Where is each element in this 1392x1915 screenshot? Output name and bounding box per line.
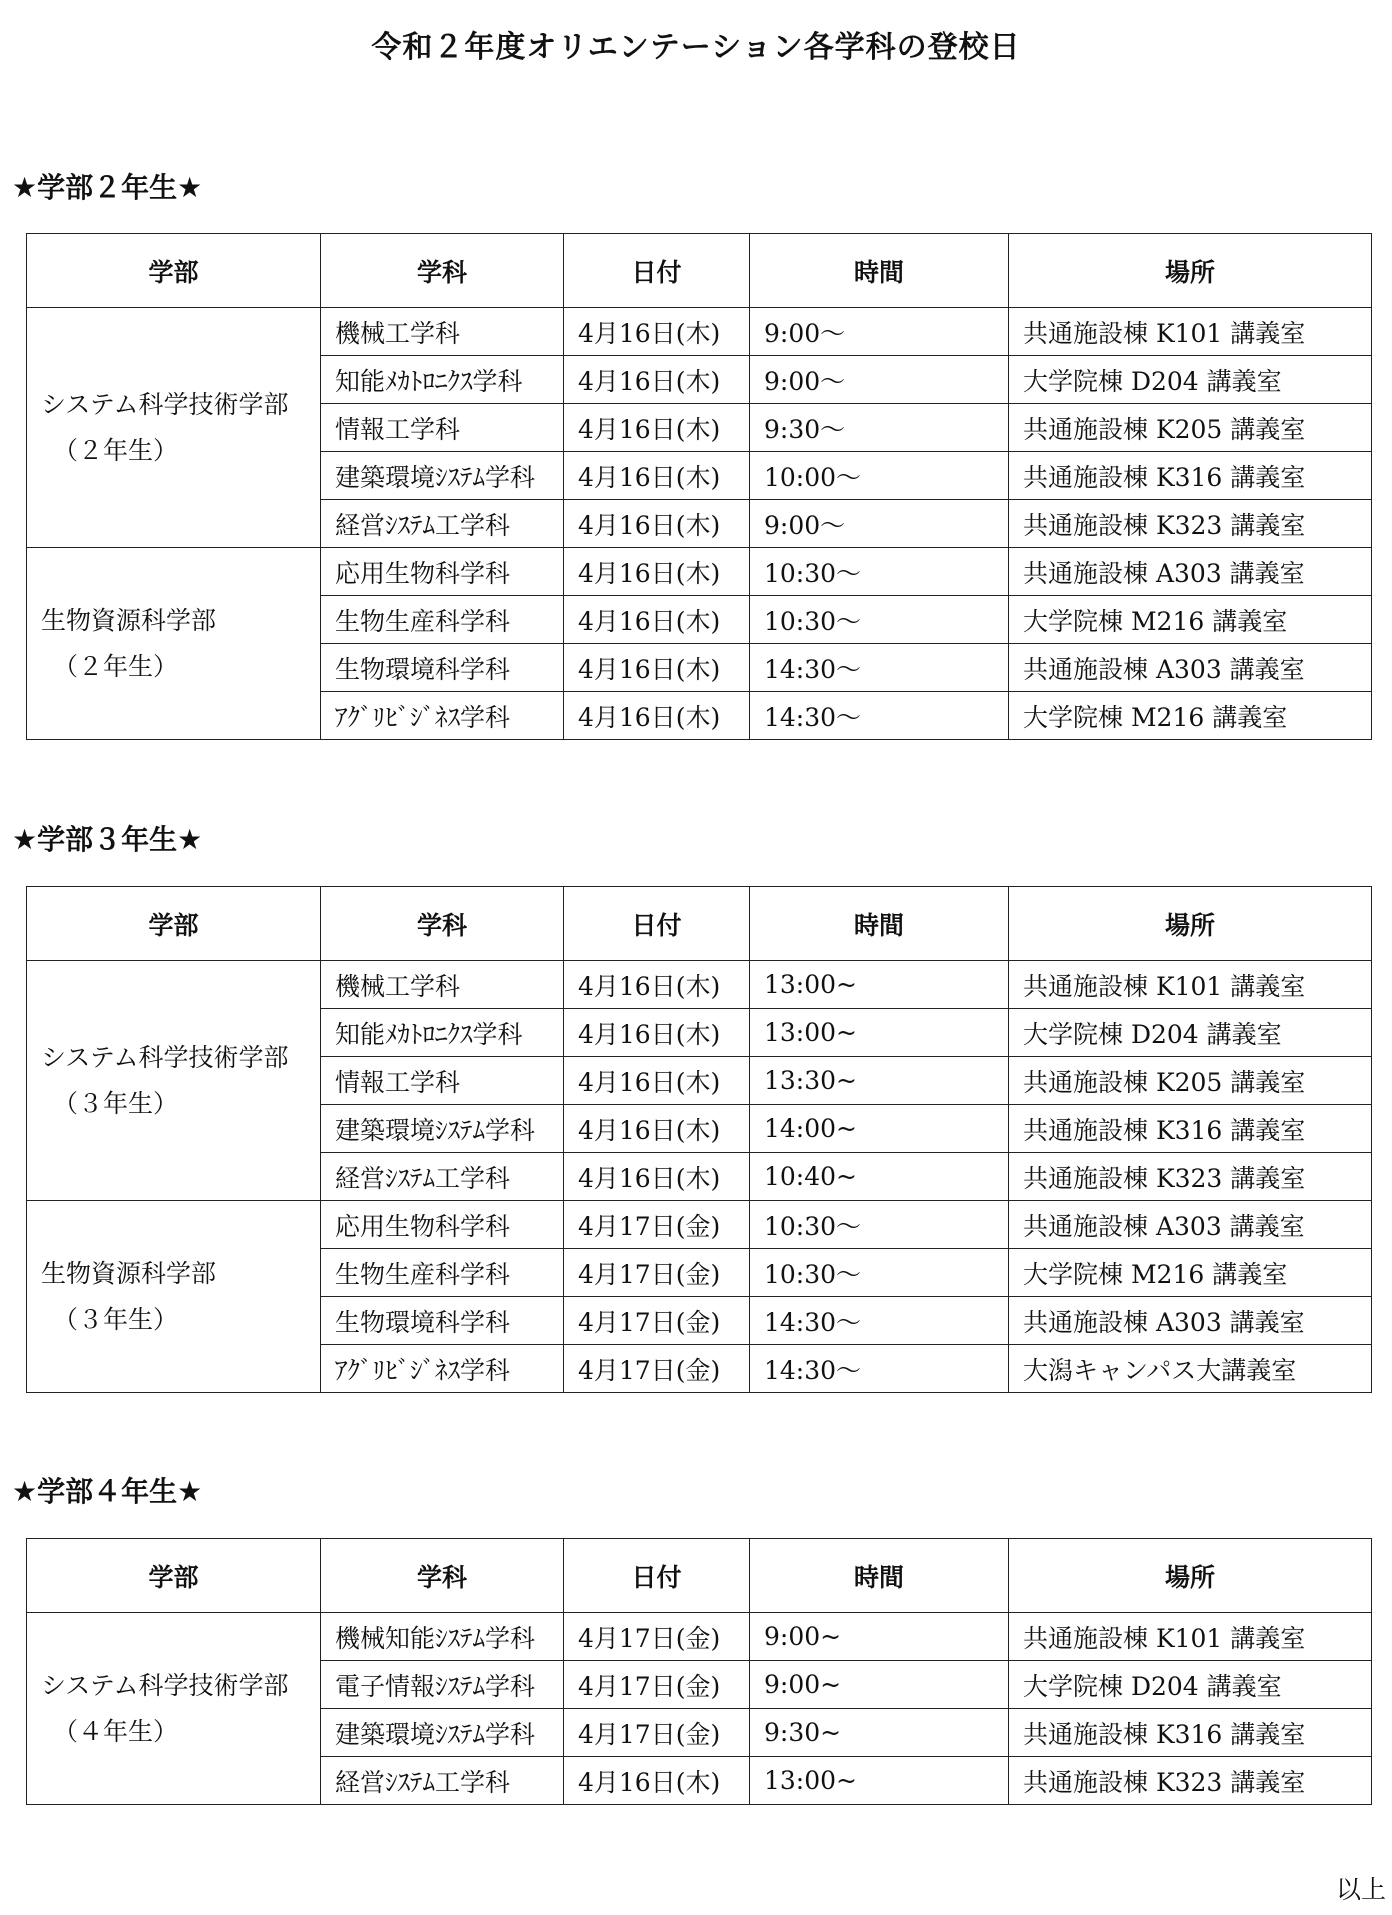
- faculty-grade: （４年生）: [53, 1716, 179, 1746]
- faculty-grade: （３年生）: [53, 1304, 179, 1334]
- date-cell: 4月17日(金): [564, 1709, 750, 1757]
- place-cell: 共通施設棟 K205 講義室: [1009, 1057, 1372, 1105]
- faculty-cell: [27, 1613, 321, 1805]
- time-cell: 13:00~: [750, 961, 1009, 1009]
- department-cell: ｱｸﾞﾘﾋﾞｼﾞﾈｽ学科: [321, 692, 564, 740]
- header-time: 時間: [750, 234, 1009, 308]
- date-cell: 4月16日(木): [564, 452, 750, 500]
- date-cell: 4月16日(木): [564, 1153, 750, 1201]
- department-cell: 機械工学科: [321, 308, 564, 356]
- faculty-name: 生物資源科学部: [41, 605, 217, 635]
- time-cell: 10:40~: [750, 1153, 1009, 1201]
- date-cell: 4月17日(金): [564, 1661, 750, 1709]
- date-cell: 4月16日(木): [564, 548, 750, 596]
- time-cell: 10:30～: [750, 596, 1009, 644]
- date-cell: 4月16日(木): [564, 404, 750, 452]
- department-cell: 情報工学科: [321, 1057, 564, 1105]
- date-cell: 4月17日(金): [564, 1249, 750, 1297]
- document-title: 令和２年度オリエンテーション各学科の登校日: [371, 30, 1021, 65]
- date-cell: 4月16日(木): [564, 1105, 750, 1153]
- closing-remark: 以上: [1335, 1875, 1386, 1904]
- date-cell: 4月16日(木): [564, 308, 750, 356]
- department-cell: 経営ｼｽﾃﾑ工学科: [321, 1153, 564, 1201]
- header-department: 学科: [321, 234, 564, 308]
- department-cell: 知能ﾒｶﾄﾛﾆｸｽ学科: [321, 1009, 564, 1057]
- place-cell: 共通施設棟 K323 講義室: [1009, 1757, 1372, 1805]
- schedule-table-year3: [26, 886, 1372, 1393]
- department-cell: 経営ｼｽﾃﾑ工学科: [321, 500, 564, 548]
- faculty-cell: [27, 961, 321, 1201]
- department-cell: 機械工学科: [321, 961, 564, 1009]
- department-cell: 建築環境ｼｽﾃﾑ学科: [321, 1709, 564, 1757]
- table-row: [27, 1201, 1372, 1249]
- faculty-cell: [27, 1201, 321, 1393]
- header-department: 学科: [321, 1539, 564, 1613]
- date-cell: 4月17日(金): [564, 1613, 750, 1661]
- time-cell: 13:30~: [750, 1057, 1009, 1105]
- time-cell: 14:00~: [750, 1105, 1009, 1153]
- table-body: [27, 308, 1372, 740]
- time-cell: 9:00～: [750, 356, 1009, 404]
- place-cell: 共通施設棟 K316 講義室: [1009, 1105, 1372, 1153]
- faculty-grade: （２年生）: [53, 435, 179, 465]
- faculty-cell: [27, 308, 321, 548]
- time-cell: 14:30～: [750, 1297, 1009, 1345]
- section-heading-year2: ★学部２年生★: [12, 171, 203, 204]
- place-cell: 共通施設棟 K323 講義室: [1009, 1153, 1372, 1201]
- place-cell: 共通施設棟 K323 講義室: [1009, 500, 1372, 548]
- department-cell: 機械知能ｼｽﾃﾑ学科: [321, 1613, 564, 1661]
- section-heading-year4: ★学部４年生★: [12, 1475, 203, 1508]
- department-cell: 生物生産科学科: [321, 596, 564, 644]
- place-cell: 共通施設棟 K316 講義室: [1009, 452, 1372, 500]
- time-cell: 10:30～: [750, 1249, 1009, 1297]
- date-cell: 4月16日(木): [564, 692, 750, 740]
- department-cell: ｱｸﾞﾘﾋﾞｼﾞﾈｽ学科: [321, 1345, 564, 1393]
- faculty-grade: （３年生）: [53, 1088, 179, 1118]
- table-row: [27, 548, 1372, 596]
- header-place: 場所: [1009, 887, 1372, 961]
- schedule-table-year4: [26, 1538, 1372, 1805]
- date-cell: 4月16日(木): [564, 500, 750, 548]
- time-cell: 9:00～: [750, 500, 1009, 548]
- place-cell: 大学院棟 M216 講義室: [1009, 1249, 1372, 1297]
- department-cell: 生物環境科学科: [321, 1297, 564, 1345]
- header-place: 場所: [1009, 234, 1372, 308]
- department-cell: 知能ﾒｶﾄﾛﾆｸｽ学科: [321, 356, 564, 404]
- department-cell: 生物生産科学科: [321, 1249, 564, 1297]
- place-cell: 大学院棟 M216 講義室: [1009, 596, 1372, 644]
- table-row: [27, 1613, 1372, 1661]
- date-cell: 4月17日(金): [564, 1345, 750, 1393]
- faculty-name: システム科学技術学部: [41, 1042, 289, 1072]
- time-cell: 13:00~: [750, 1009, 1009, 1057]
- time-cell: 9:00～: [750, 308, 1009, 356]
- date-cell: 4月16日(木): [564, 1757, 750, 1805]
- place-cell: 共通施設棟 K316 講義室: [1009, 1709, 1372, 1757]
- header-faculty: 学部: [27, 1539, 321, 1613]
- header-date: 日付: [564, 887, 750, 961]
- faculty-grade: （２年生）: [53, 651, 179, 681]
- time-cell: 10:30～: [750, 548, 1009, 596]
- time-cell: 14:30～: [750, 692, 1009, 740]
- time-cell: 13:00~: [750, 1757, 1009, 1805]
- table-body: [27, 1613, 1372, 1805]
- date-cell: 4月16日(木): [564, 1057, 750, 1105]
- faculty-name: システム科学技術学部: [41, 389, 289, 419]
- faculty-cell: [27, 548, 321, 740]
- header-department: 学科: [321, 887, 564, 961]
- place-cell: 共通施設棟 A303 講義室: [1009, 644, 1372, 692]
- header-place: 場所: [1009, 1539, 1372, 1613]
- time-cell: 9:00~: [750, 1613, 1009, 1661]
- date-cell: 4月16日(木): [564, 596, 750, 644]
- department-cell: 応用生物科学科: [321, 548, 564, 596]
- place-cell: 共通施設棟 K101 講義室: [1009, 308, 1372, 356]
- table-row: [27, 961, 1372, 1009]
- time-cell: 10:00～: [750, 452, 1009, 500]
- header-faculty: 学部: [27, 234, 321, 308]
- department-cell: 生物環境科学科: [321, 644, 564, 692]
- date-cell: 4月17日(金): [564, 1297, 750, 1345]
- time-cell: 14:30～: [750, 644, 1009, 692]
- header-date: 日付: [564, 234, 750, 308]
- time-cell: 9:30～: [750, 404, 1009, 452]
- place-cell: 共通施設棟 K205 講義室: [1009, 404, 1372, 452]
- table-body: [27, 961, 1372, 1393]
- table-row: [27, 308, 1372, 356]
- faculty-name: システム科学技術学部: [41, 1670, 289, 1700]
- table-header-row: [27, 234, 1372, 308]
- table-header-row: [27, 887, 1372, 961]
- date-cell: 4月16日(木): [564, 644, 750, 692]
- date-cell: 4月16日(木): [564, 356, 750, 404]
- place-cell: 大学院棟 M216 講義室: [1009, 692, 1372, 740]
- place-cell: 大潟キャンパス大講義室: [1009, 1345, 1372, 1393]
- department-cell: 経営ｼｽﾃﾑ工学科: [321, 1757, 564, 1805]
- header-time: 時間: [750, 887, 1009, 961]
- place-cell: 共通施設棟 A303 講義室: [1009, 1297, 1372, 1345]
- place-cell: 大学院棟 D204 講義室: [1009, 356, 1372, 404]
- department-cell: 建築環境ｼｽﾃﾑ学科: [321, 1105, 564, 1153]
- schedule-table-year2: [26, 233, 1372, 740]
- time-cell: 10:30～: [750, 1201, 1009, 1249]
- place-cell: 大学院棟 D204 講義室: [1009, 1661, 1372, 1709]
- table-header-row: [27, 1539, 1372, 1613]
- department-cell: 電子情報ｼｽﾃﾑ学科: [321, 1661, 564, 1709]
- date-cell: 4月16日(木): [564, 961, 750, 1009]
- section-heading-year3: ★学部３年生★: [12, 823, 203, 856]
- department-cell: 情報工学科: [321, 404, 564, 452]
- department-cell: 建築環境ｼｽﾃﾑ学科: [321, 452, 564, 500]
- faculty-name: 生物資源科学部: [41, 1258, 217, 1288]
- time-cell: 14:30～: [750, 1345, 1009, 1393]
- department-cell: 応用生物科学科: [321, 1201, 564, 1249]
- header-faculty: 学部: [27, 887, 321, 961]
- time-cell: 9:00~: [750, 1661, 1009, 1709]
- date-cell: 4月16日(木): [564, 1009, 750, 1057]
- place-cell: 共通施設棟 A303 講義室: [1009, 1201, 1372, 1249]
- date-cell: 4月17日(金): [564, 1201, 750, 1249]
- header-date: 日付: [564, 1539, 750, 1613]
- place-cell: 共通施設棟 K101 講義室: [1009, 1613, 1372, 1661]
- time-cell: 9:30~: [750, 1709, 1009, 1757]
- header-time: 時間: [750, 1539, 1009, 1613]
- place-cell: 共通施設棟 A303 講義室: [1009, 548, 1372, 596]
- place-cell: 共通施設棟 K101 講義室: [1009, 961, 1372, 1009]
- place-cell: 大学院棟 D204 講義室: [1009, 1009, 1372, 1057]
